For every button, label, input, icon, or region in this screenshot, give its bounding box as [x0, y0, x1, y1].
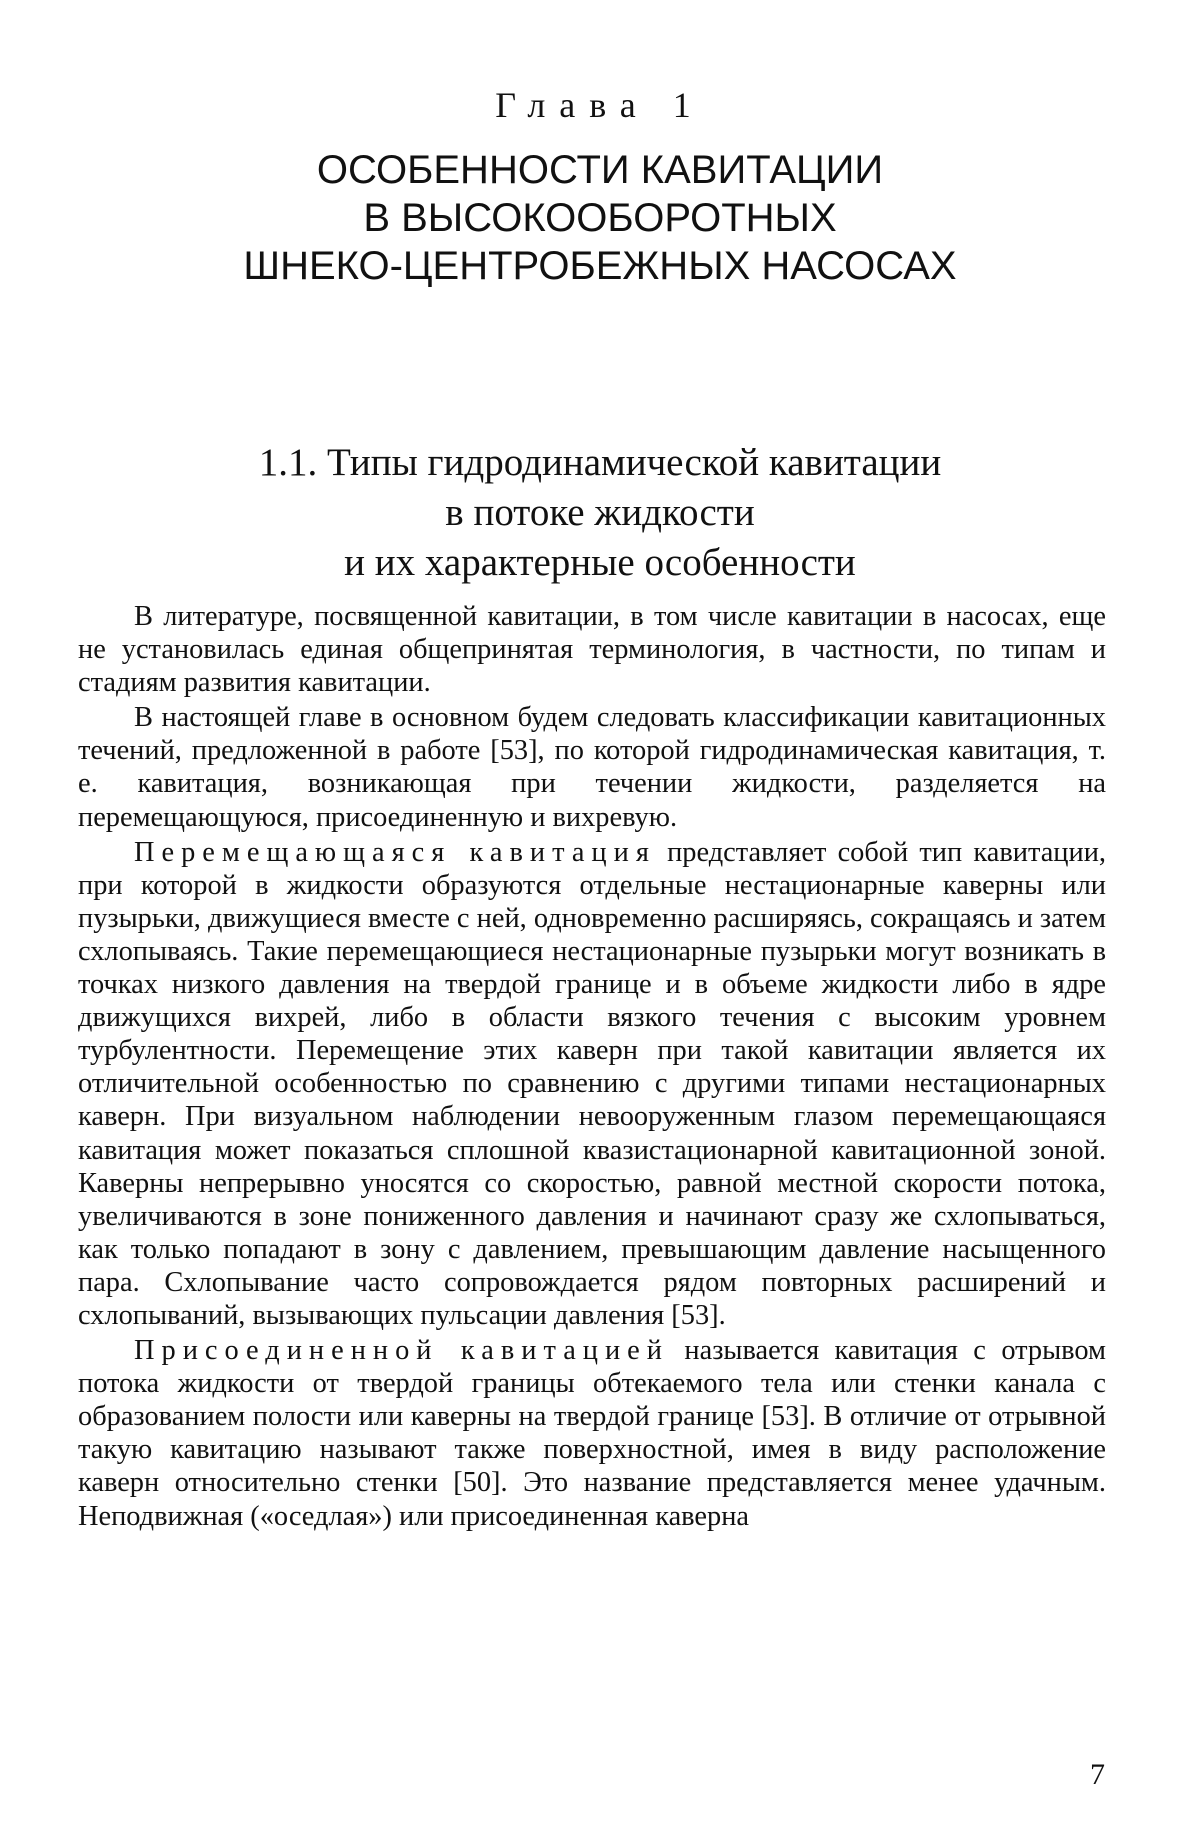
paragraph — [78, 1334, 1106, 1533]
paragraph-text: представляет собой тип кавитации, при которой в жидкости образуются отдельные нестационарные каверны или пузырьки, движущиеся вместе с ней, одновременно расширяясь, сокращаясь и затем схлопываясь. Такие перемещающиеся нестационарные пузырьки могут возникать в точках низкого давления на твердой границе и в объеме жидкости либо в ядре движущихся вихрей, либо в области вязкого течения с высоким уровнем турбулентности. Перемещение этих каверн при такой кавитации является их отличительной особенностью по сравнению с другими типами нестационарных каверн. При визуальном наблюдении невооруженным глазом перемещающаяся кавитация может показаться сплошной квазистационарной кавитационной зоной. Каверны непрерывно уносятся со скоростью, равной местной скорости потока, увеличиваются в зоне пониженного давления и начинают сразу же схлопываться, как только попадают в зону с давлением, превышающим давление насыщенного пара. Схлопывание часто сопровождается рядом повторных расширений и схлопываний, вызывающих пульсации давления [53]. — [78, 836, 1106, 1331]
chapter-title-line: ШНЕКО-ЦЕНТРОБЕЖНЫХ НАСОСАХ — [243, 244, 957, 288]
paragraph — [78, 701, 1106, 833]
paragraph-text: В литературе, посвященной кавитации, в том числе кавитации в насосах, еще не установилась единая общепринятая терминология, в частности, по типам и стадиям развития кавитации. — [78, 601, 1106, 699]
page-number: 7 — [1090, 1758, 1105, 1791]
term-emphasis: Перемещающаяся кавитация — [134, 836, 656, 868]
paragraph-text: В настоящей главе в основном будем следовать классификации кавитационных течений, предложенной в работе [53], по которой гидродинамическая кавитация, т. е. кавитация, возникающая при течении жидкости, разделяется на перемещающуюся, присоединенную и вихревую. — [78, 702, 1106, 833]
section-heading-line: и их характерные особенности — [344, 541, 856, 584]
body-text — [78, 600, 1106, 1533]
paragraph — [78, 600, 1106, 699]
chapter-title — [0, 146, 1200, 290]
chapter-title-line: В ВЫСОКООБОРОТНЫХ — [363, 196, 837, 240]
paragraph — [78, 836, 1106, 1332]
paragraph-text: называется кавитация с отрывом потока жидкости от твердой границы обтекаемого тела или стенки канала с образованием полости или каверны на твердой границе [53]. В отличие от отрывной такую кавитацию называют также поверхностной, имея в виду расположение каверн относительно стенки [50]. Это название представляется менее удачным. Неподвижная («оседлая») или присоединенная каверна — [78, 1335, 1106, 1532]
term-emphasis: Присоединенной кавитацией — [134, 1335, 669, 1367]
section-heading-line: 1.1. Типы гидродинамической кавитации — [258, 441, 942, 484]
chapter-title-line: ОСОБЕННОСТИ КАВИТАЦИИ — [316, 148, 884, 192]
section-heading-line: в потоке жидкости — [445, 491, 755, 534]
section-heading — [0, 438, 1200, 588]
chapter-label: Глава 1 — [495, 85, 705, 125]
